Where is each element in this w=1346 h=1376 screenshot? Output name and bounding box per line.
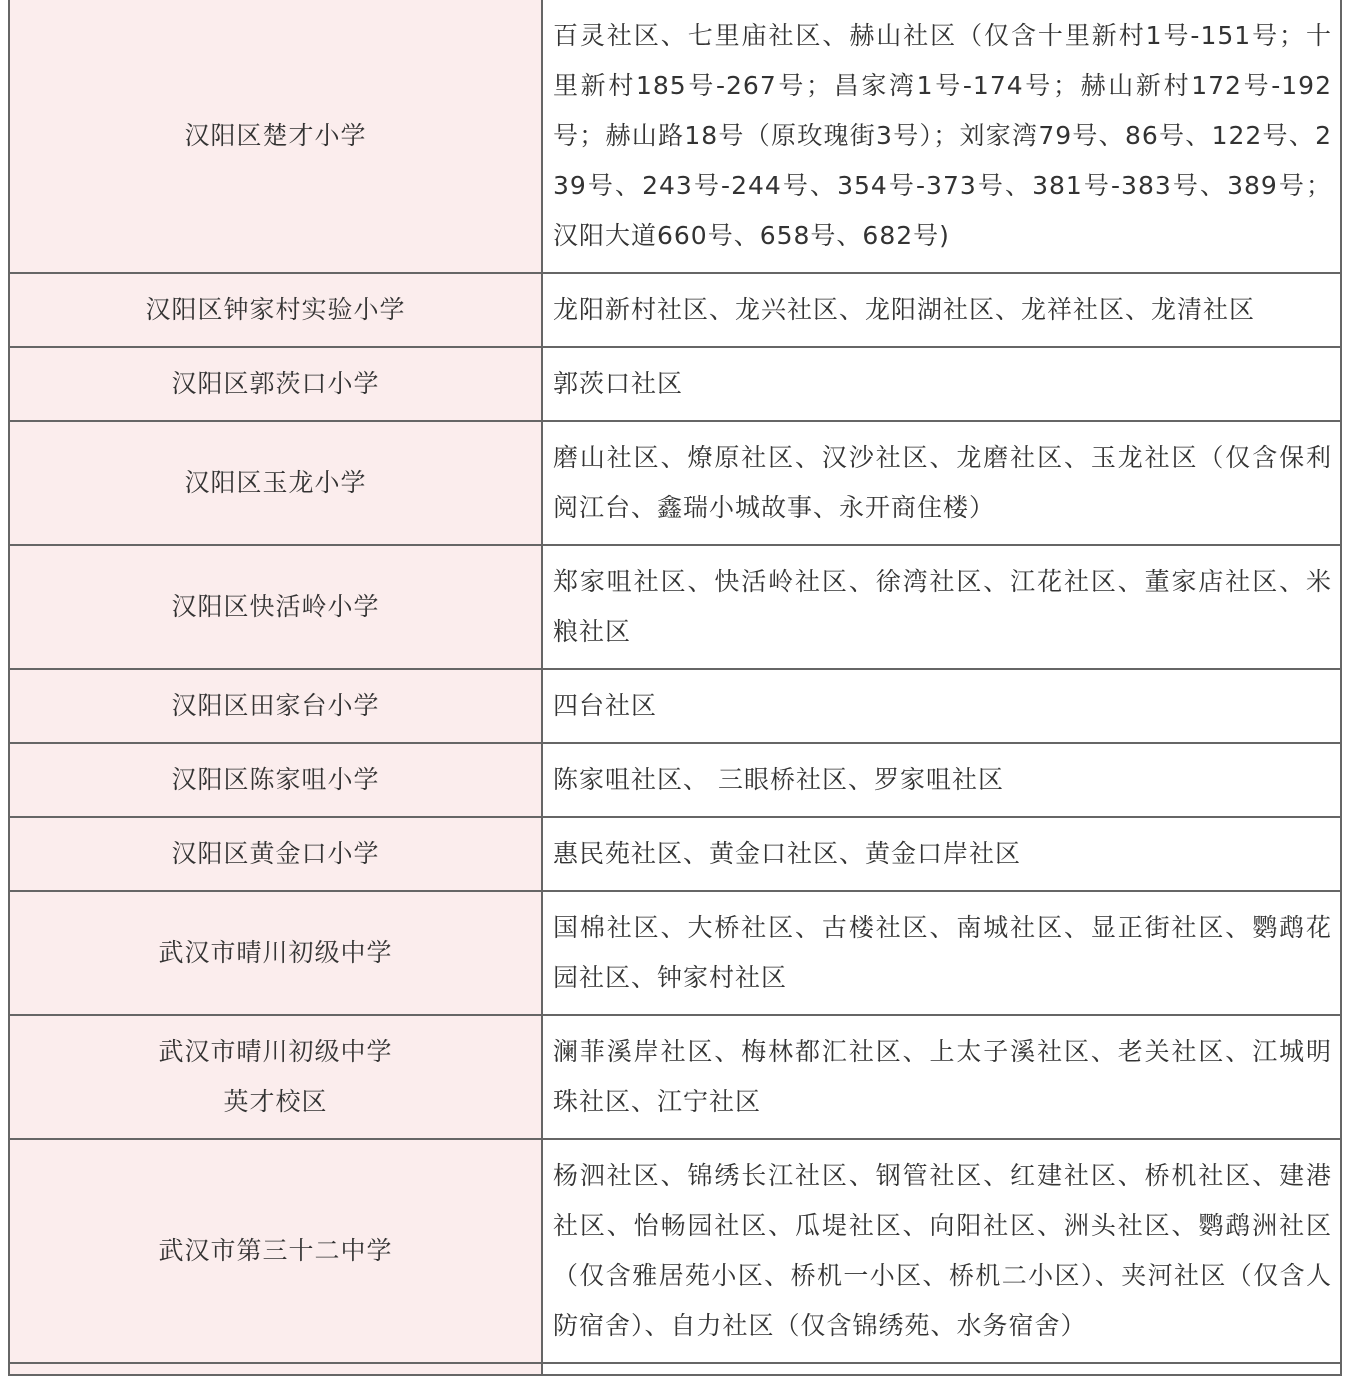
table-row [9, 1139, 1341, 1363]
table-row [9, 0, 1341, 273]
school-name: 汉阳区钟家村实验小学 [145, 295, 406, 324]
table-row [9, 743, 1341, 817]
table-row [9, 347, 1341, 421]
table-row [9, 421, 1341, 545]
table-row [9, 545, 1341, 669]
school-name-cell [9, 0, 542, 273]
enrollment-area-cell: 磨山社区、燎原社区、汉沙社区、龙磨社区、玉龙社区（仅含保利阅江台、鑫瑞小城故事、永开商住楼） [542, 421, 1341, 545]
school-name-cell [9, 743, 542, 817]
school-name: 武汉市第三十二中学 [158, 1236, 393, 1265]
school-name-cell [9, 421, 542, 545]
school-name-cell [9, 817, 542, 891]
table-row [9, 273, 1341, 347]
school-campus-name: 英才校区 [223, 1087, 328, 1116]
school-name: 汉阳区玉龙小学 [184, 468, 367, 497]
enrollment-area-cell: 陈家咀社区、 三眼桥社区、罗家咀社区 [542, 743, 1341, 817]
table-row [9, 817, 1341, 891]
enrollment-area-cell: 国棉社区、大桥社区、古楼社区、南城社区、显正街社区、鹦鹉花园社区、钟家村社区 [542, 891, 1341, 1015]
enrollment-area-cell: 四台社区 [542, 669, 1341, 743]
enrollment-area-cell [542, 1363, 1341, 1375]
enrollment-area-cell: 龙阳新村社区、龙兴社区、龙阳湖社区、龙祥社区、龙清社区 [542, 273, 1341, 347]
school-name-cell [9, 1015, 542, 1139]
enrollment-area-cell: 百灵社区、七里庙社区、赫山社区（仅含十里新村1号-151号；十里新村185号-267号；昌家湾1号-174号；赫山新村172号-192号；赫山路18号（原玫瑰街3号）；刘家湾79号、86号、122号、239号、243号-244号、354号-373号、381号-383号、389号；汉阳大道660号、658号、682号) [542, 0, 1341, 273]
table-row [9, 1015, 1341, 1139]
enrollment-area-cell: 郑家咀社区、快活岭社区、徐湾社区、江花社区、董家店社区、米粮社区 [542, 545, 1341, 669]
school-name-cell [9, 891, 542, 1015]
school-name-cell [9, 669, 542, 743]
table-row [9, 669, 1341, 743]
school-name: 武汉市晴川初级中学 [158, 1037, 393, 1066]
school-name: 汉阳区陈家咀小学 [171, 765, 380, 794]
enrollment-area-cell: 澜菲溪岸社区、梅林都汇社区、上太子溪社区、老关社区、江城明珠社区、江宁社区 [542, 1015, 1341, 1139]
table-row [9, 891, 1341, 1015]
school-name: 武汉市晴川初级中学 [158, 938, 393, 967]
enrollment-area-cell: 郭茨口社区 [542, 347, 1341, 421]
school-name: 汉阳区黄金口小学 [171, 839, 380, 868]
school-name: 汉阳区郭茨口小学 [171, 369, 380, 398]
enrollment-area-cell: 惠民苑社区、黄金口社区、黄金口岸社区 [542, 817, 1341, 891]
school-name-cell [9, 545, 542, 669]
school-name-cell [9, 273, 542, 347]
school-name-cell [9, 347, 542, 421]
enrollment-area-cell: 杨泗社区、锦绣长江社区、钢管社区、红建社区、桥机社区、建港社区、怡畅园社区、瓜堤社区、向阳社区、洲头社区、鹦鹉洲社区（仅含雅居苑小区、桥机一小区、桥机二小区）、夹河社区（仅含人防宿舍）、自力社区（仅含锦绣苑、水务宿舍） [542, 1139, 1341, 1363]
school-name-cell [9, 1363, 542, 1375]
table-row-partial [9, 1363, 1341, 1375]
school-name: 汉阳区田家台小学 [171, 691, 380, 720]
school-name: 汉阳区快活岭小学 [171, 592, 380, 621]
school-name-cell [9, 1139, 542, 1363]
school-name: 汉阳区楚才小学 [184, 121, 367, 150]
school-zone-table [8, 0, 1342, 1376]
